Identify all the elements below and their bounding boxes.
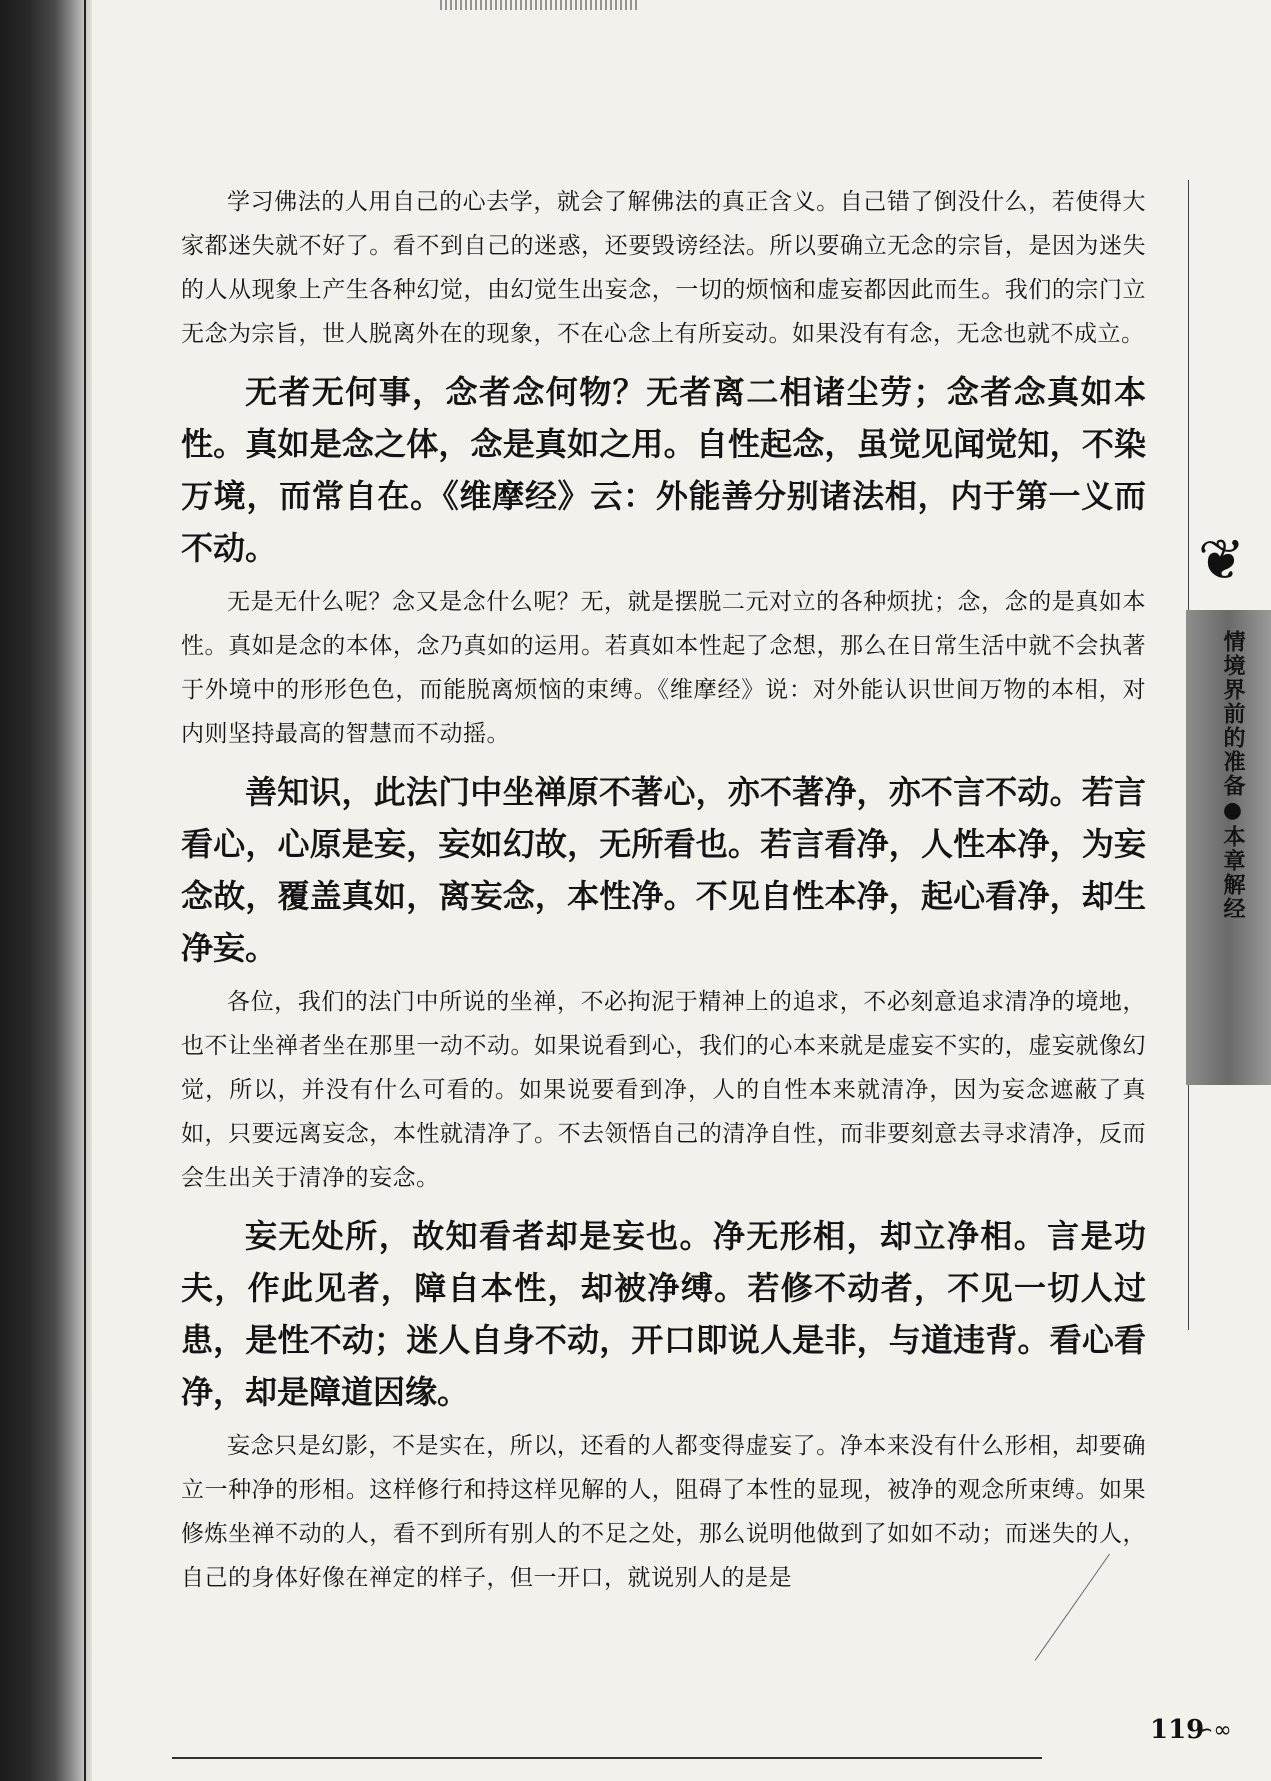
page-number: 119 bbox=[1150, 1715, 1205, 1745]
chapter-tab-label: 情境界前的准备●本章解经 bbox=[1220, 630, 1245, 921]
sutra-paragraph: 善知识，此法门中坐禅原不著心，亦不著净，亦不言不动。若言看心，心原是妄，妄如幻故，无所看也。若言看净，人性本净，为妄念故，覆盖真如，离妄念，本性净。不见自性本净，起心看净，却生净妄。 bbox=[181, 773, 1146, 967]
sutra-paragraph: 妄无处所，故知看者却是妄也。净无形相，却立净相。言是功夫，作此见者，障自本性，却被净缚。若修不动者，不见一切人过患，是性不动；迷人自身不动，开口即说人是非，与道违背。看心看净，却是障道因缘。 bbox=[181, 1217, 1146, 1411]
commentary-paragraph: 妄念只是幻影，不是实在，所以，还看的人都变得虚妄了。净本来没有什么形相，却要确立一种净的形相。这样修行和持这样见解的人，阻碍了本性的显现，被净的观念所束缚。如果修炼坐禅不动的人，看不到所有别人的不足之处，那么说明他做到了如如不动；而迷失的人，自己的身体好像在禅定的样子，但一开口，就说别人的是是 bbox=[181, 1433, 1146, 1591]
page-body bbox=[181, 180, 1146, 1600]
binding-line bbox=[84, 0, 86, 1781]
commentary-paragraph: 学习佛法的人用自己的心去学，就会了解佛法的真正含义。自己错了倒没什么，若使得大家都迷失就不好了。看不到自己的迷惑，还要毁谤经法。所以要确立无念的宗旨，是因为迷失的人从现象上产生各种幻觉，由幻觉生出妄念，一切的烦恼和虚妄都因此而生。我们的宗门立无念为宗旨，世人脱离外在的现象，不在心念上有所妄动。如果没有有念，无念也就不成立。 bbox=[181, 189, 1146, 347]
commentary-paragraph: 各位，我们的法门中所说的坐禅，不必拘泥于精神上的追求，不必刻意追求清净的境地，也不让坐禅者坐在那里一动不动。如果说看到心，我们的心本来就是虚妄不实的，虚妄就像幻觉，所以，并没有什么可看的。如果说要看到净，人的自性本来就清净，因为妄念遮蔽了真如，只要远离妄念，本性就清净了。不去领悟自己的清净自性，而非要刻意去寻求清净，反而会生出关于清净的妄念。 bbox=[181, 989, 1146, 1191]
scan-noise bbox=[440, 0, 640, 10]
scan-gutter bbox=[0, 0, 92, 1781]
cloud-ornament-icon: ❦ bbox=[1198, 528, 1245, 593]
scroll-ornament-icon: ∽∞ bbox=[1195, 1718, 1232, 1743]
sutra-paragraph: 无者无何事，念者念何物？无者离二相诸尘劳；念者念真如本性。真如是念之体，念是真如之用。自性起念，虽觉见闻觉知，不染万境，而常自在。《维摩经》云：外能善分别诸法相，内于第一义而不动。 bbox=[181, 373, 1146, 567]
footer-rule bbox=[172, 1757, 1042, 1759]
commentary-paragraph: 无是无什么呢？念又是念什么呢？无，就是摆脱二元对立的各种烦扰；念，念的是真如本性。真如是念的本体，念乃真如的运用。若真如本性起了念想，那么在日常生活中就不会执著于外境中的形形色色，而能脱离烦恼的束缚。《维摩经》说：对外能认识世间万物的本相，对内则坚持最高的智慧而不动摇。 bbox=[181, 589, 1146, 747]
